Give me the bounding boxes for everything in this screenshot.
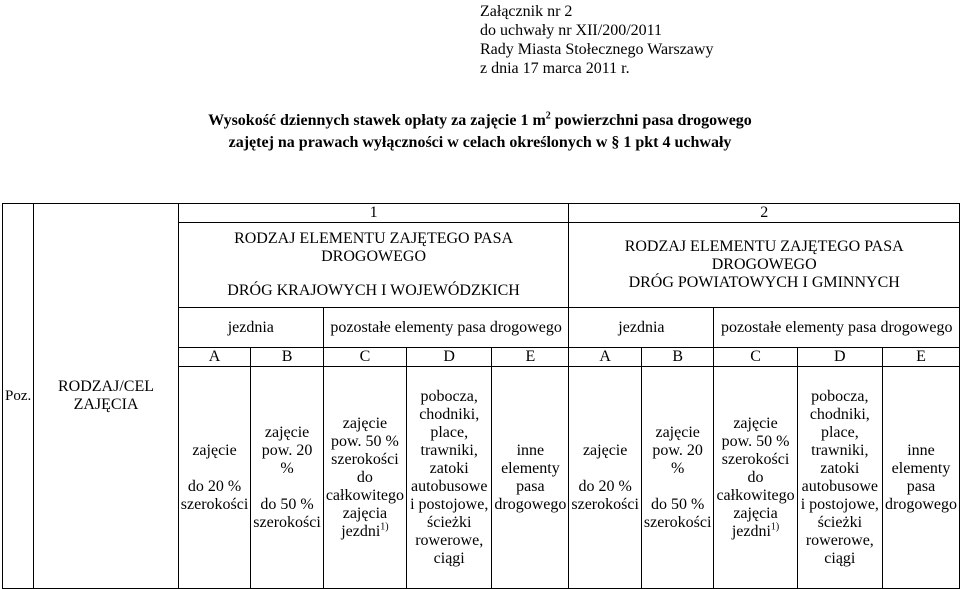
group-1-number: 1 <box>178 204 569 223</box>
group-2-subtitle: DRÓG POWIATOWYCH I GMINNYCH <box>628 274 900 291</box>
superscript: 2 <box>545 110 551 122</box>
header-poz: Poz. <box>3 204 34 589</box>
group-2-jezdnia: jezdnia <box>569 308 714 348</box>
attachment-header <box>480 2 713 78</box>
column-e-description: inne elementy pasa drogowego <box>883 367 960 589</box>
group-1-title: RODZAJ ELEMENTU ZAJĘTEGO PASA DROGOWEGO <box>234 230 514 265</box>
title-line-2: zajętej na prawach wyłączności w celach określonych w § 1 pkt 4 uchwały <box>228 134 732 151</box>
column-a-description: zajęcie do 20 % szerokości <box>569 367 642 589</box>
column-letter: E <box>492 348 569 367</box>
column-b-description: zajęcie pow. 20 % do 50 % szerokości <box>251 367 324 589</box>
group-2-pozostale: pozostałe elementy pasa drogowego <box>714 308 960 348</box>
column-e-description: inne elementy pasa drogowego <box>492 367 569 589</box>
group-1-header <box>178 223 569 308</box>
group-1-pozostale: pozostałe elementy pasa drogowego <box>323 308 569 348</box>
header-rodzaj-cel: RODZAJ/CEL ZAJĘCIA <box>34 204 179 589</box>
column-d-description: pobocza, chodniki, place, trawniki, zatoki autobusowe i postojowe, ścieżki rowerowe, ciągi <box>407 367 492 589</box>
attachment-line: Rady Miasta Stołecznego Warszawy <box>480 41 714 58</box>
column-d-description: pobocza, chodniki, place, trawniki, zatoki autobusowe i postojowe, ścieżki rowerowe, ciągi <box>797 367 882 589</box>
document-title <box>0 110 960 154</box>
rates-table <box>2 203 960 589</box>
column-letter: B <box>641 348 714 367</box>
column-b-description: zajęcie pow. 20 % do 50 % szerokości <box>641 367 714 589</box>
column-c-description: zajęcie pow. 50 % szerokości do całkowitego zajęcia jezdni$^{1)}$ <box>714 367 797 589</box>
column-letter: B <box>251 348 324 367</box>
group-1-jezdnia: jezdnia <box>178 308 323 348</box>
column-a-description: zajęcie do 20 % szerokości <box>178 367 251 589</box>
group-2-number: 2 <box>569 204 960 223</box>
attachment-line: Załącznik nr 2 <box>480 3 573 20</box>
group-1-subtitle: DRÓG KRAJOWYCH I WOJEWÓDZKICH <box>227 282 520 299</box>
group-2-header <box>569 223 960 308</box>
attachment-line: z dnia 17 marca 2011 r. <box>480 60 630 77</box>
group-2-title: RODZAJ ELEMENTU ZAJĘTEGO PASA DROGOWEGO <box>624 238 904 273</box>
title-line-1: Wysokość dziennych stawek opłaty za zajęcie 1 $m^2$ powierzchni pasa drogowego <box>208 110 752 129</box>
column-c-description: zajęcie pow. 50 % szerokości do całkowitego zajęcia jezdni$^{1)}$ <box>323 367 406 589</box>
column-letter: A <box>178 348 251 367</box>
footnote-marker: 1) <box>380 521 389 533</box>
attachment-line: do uchwały nr XII/200/2011 <box>480 22 663 39</box>
column-letter: A <box>569 348 642 367</box>
column-letter: D <box>797 348 882 367</box>
column-letter: C <box>714 348 797 367</box>
footnote-marker: 1) <box>770 521 780 533</box>
column-letter: E <box>883 348 960 367</box>
column-letter: D <box>407 348 492 367</box>
column-letter: C <box>323 348 406 367</box>
